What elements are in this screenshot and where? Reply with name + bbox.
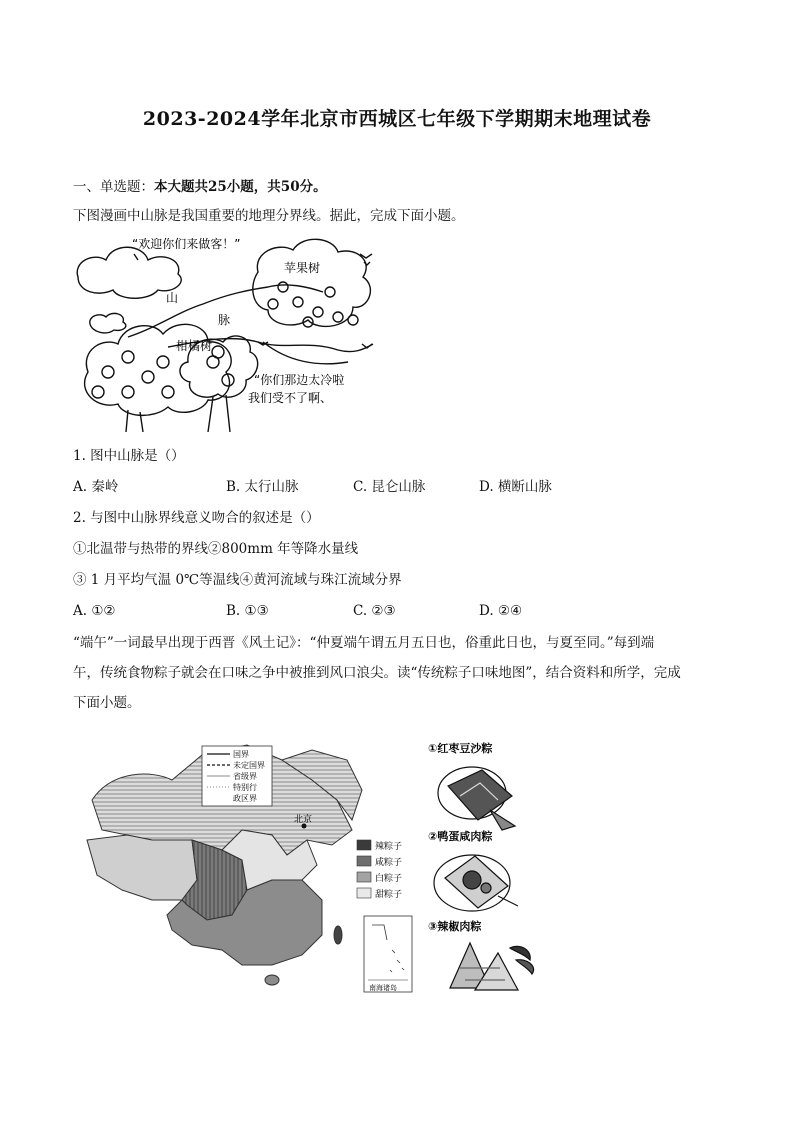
section-desc-prefix: 本大题共 [154, 179, 208, 195]
q2-stem: 2. 与图中山脉界线意义吻合的叙述是（） [73, 510, 320, 526]
zongzi-label-3: ③辣椒肉粽 [428, 920, 482, 933]
cartoon-illustration [68, 232, 388, 432]
section-count2: 50 [280, 179, 300, 195]
cartoon-mountain-char2: 脉 [218, 313, 231, 327]
page-title: 2023-2024学年北京市西城区七年级下学期期末地理试卷 [142, 108, 652, 130]
legend-spicy: 辣粽子 [375, 842, 403, 852]
legend-plain: 白粽子 [375, 874, 403, 884]
legend-undetermined-border: 未定国界 [233, 761, 265, 770]
cartoon-mountain-char1: 山 [166, 291, 179, 305]
legend-salty: 咸粽子 [375, 858, 403, 868]
zongzi-label-1: ①红枣豆沙粽 [428, 742, 493, 755]
zongzi-icon-3 [450, 943, 534, 990]
map-beijing-label: 北京 [294, 815, 313, 825]
zongzi-label-2: ②鸭蛋咸肉粽 [428, 830, 493, 843]
section-count1: 25 [208, 179, 227, 195]
cartoon-speech-cold-2: 我们受不了啊、 [248, 391, 333, 405]
section-suffix: 分。 [299, 179, 327, 195]
cartoon-speech-welcome: “欢迎你们来做客！” [132, 237, 241, 251]
section-heading [73, 177, 327, 197]
zongzi-icon-2 [434, 855, 518, 911]
q1-stem: 1. 图中山脉是（） [73, 448, 185, 464]
q2-option-b[interactable]: B. ①③ [226, 603, 269, 619]
cartoon-apple-label: 苹果树 [284, 261, 321, 275]
inset-label: 南海诸岛 [369, 984, 397, 992]
section-label: 一、单选题： [73, 179, 154, 195]
legend-national-border: 国界 [233, 750, 249, 759]
zongzi-illustrations [420, 738, 550, 1000]
intro2-line3: 下面小题。 [73, 695, 141, 711]
cartoon-speech-cold-1: “你们那边太冷啦 [254, 373, 345, 387]
q1-option-d[interactable]: D. 横断山脉 [479, 479, 552, 495]
zongzi-flavor-map [72, 740, 422, 1000]
intro2-line1: “端午”一词最早出现于西晋《风土记》：“仲夏端午谓五月五日也，俗重此日也，与夏至同。”每到端 [73, 635, 655, 651]
q2-statement-line2: ③ 1 月平均气温 0℃等温线④黄河流域与珠江流域分界 [73, 572, 402, 588]
legend-sar-border-1: 特别行 [233, 783, 257, 792]
q1-option-a[interactable]: A. 秦岭 [73, 479, 119, 495]
section-mid: 小题，共 [226, 179, 281, 195]
map-region-west [87, 835, 197, 900]
q1-option-b[interactable]: B. 太行山脉 [226, 479, 299, 495]
cartoon-orange-label: 柑橘树 [176, 339, 213, 353]
q1-option-c[interactable]: C. 昆仑山脉 [353, 479, 426, 495]
intro-text-2 [73, 628, 723, 718]
zongzi-icon-1 [438, 767, 515, 830]
q2-statement-line1: ①北温带与热带的界线②800mm 年等降水量线 [73, 541, 359, 557]
legend-provincial-border: 省级界 [233, 772, 257, 781]
q2-option-c[interactable]: C. ②③ [353, 603, 396, 619]
intro-text-1: 下图漫画中山脉是我国重要的地理分界线。据此，完成下面小题。 [73, 208, 465, 224]
legend-sweet: 甜粽子 [375, 890, 403, 900]
q2-option-a[interactable]: A. ①② [73, 603, 116, 619]
intro2-line2: 午，传统食物粽子就会在口味之争中被推到风口浪尖。读“传统粽子口味地图”，结合资料和所学，完成 [73, 665, 681, 681]
legend-sar-border-2: 政区界 [233, 794, 257, 803]
q2-option-d[interactable]: D. ②④ [479, 603, 523, 619]
